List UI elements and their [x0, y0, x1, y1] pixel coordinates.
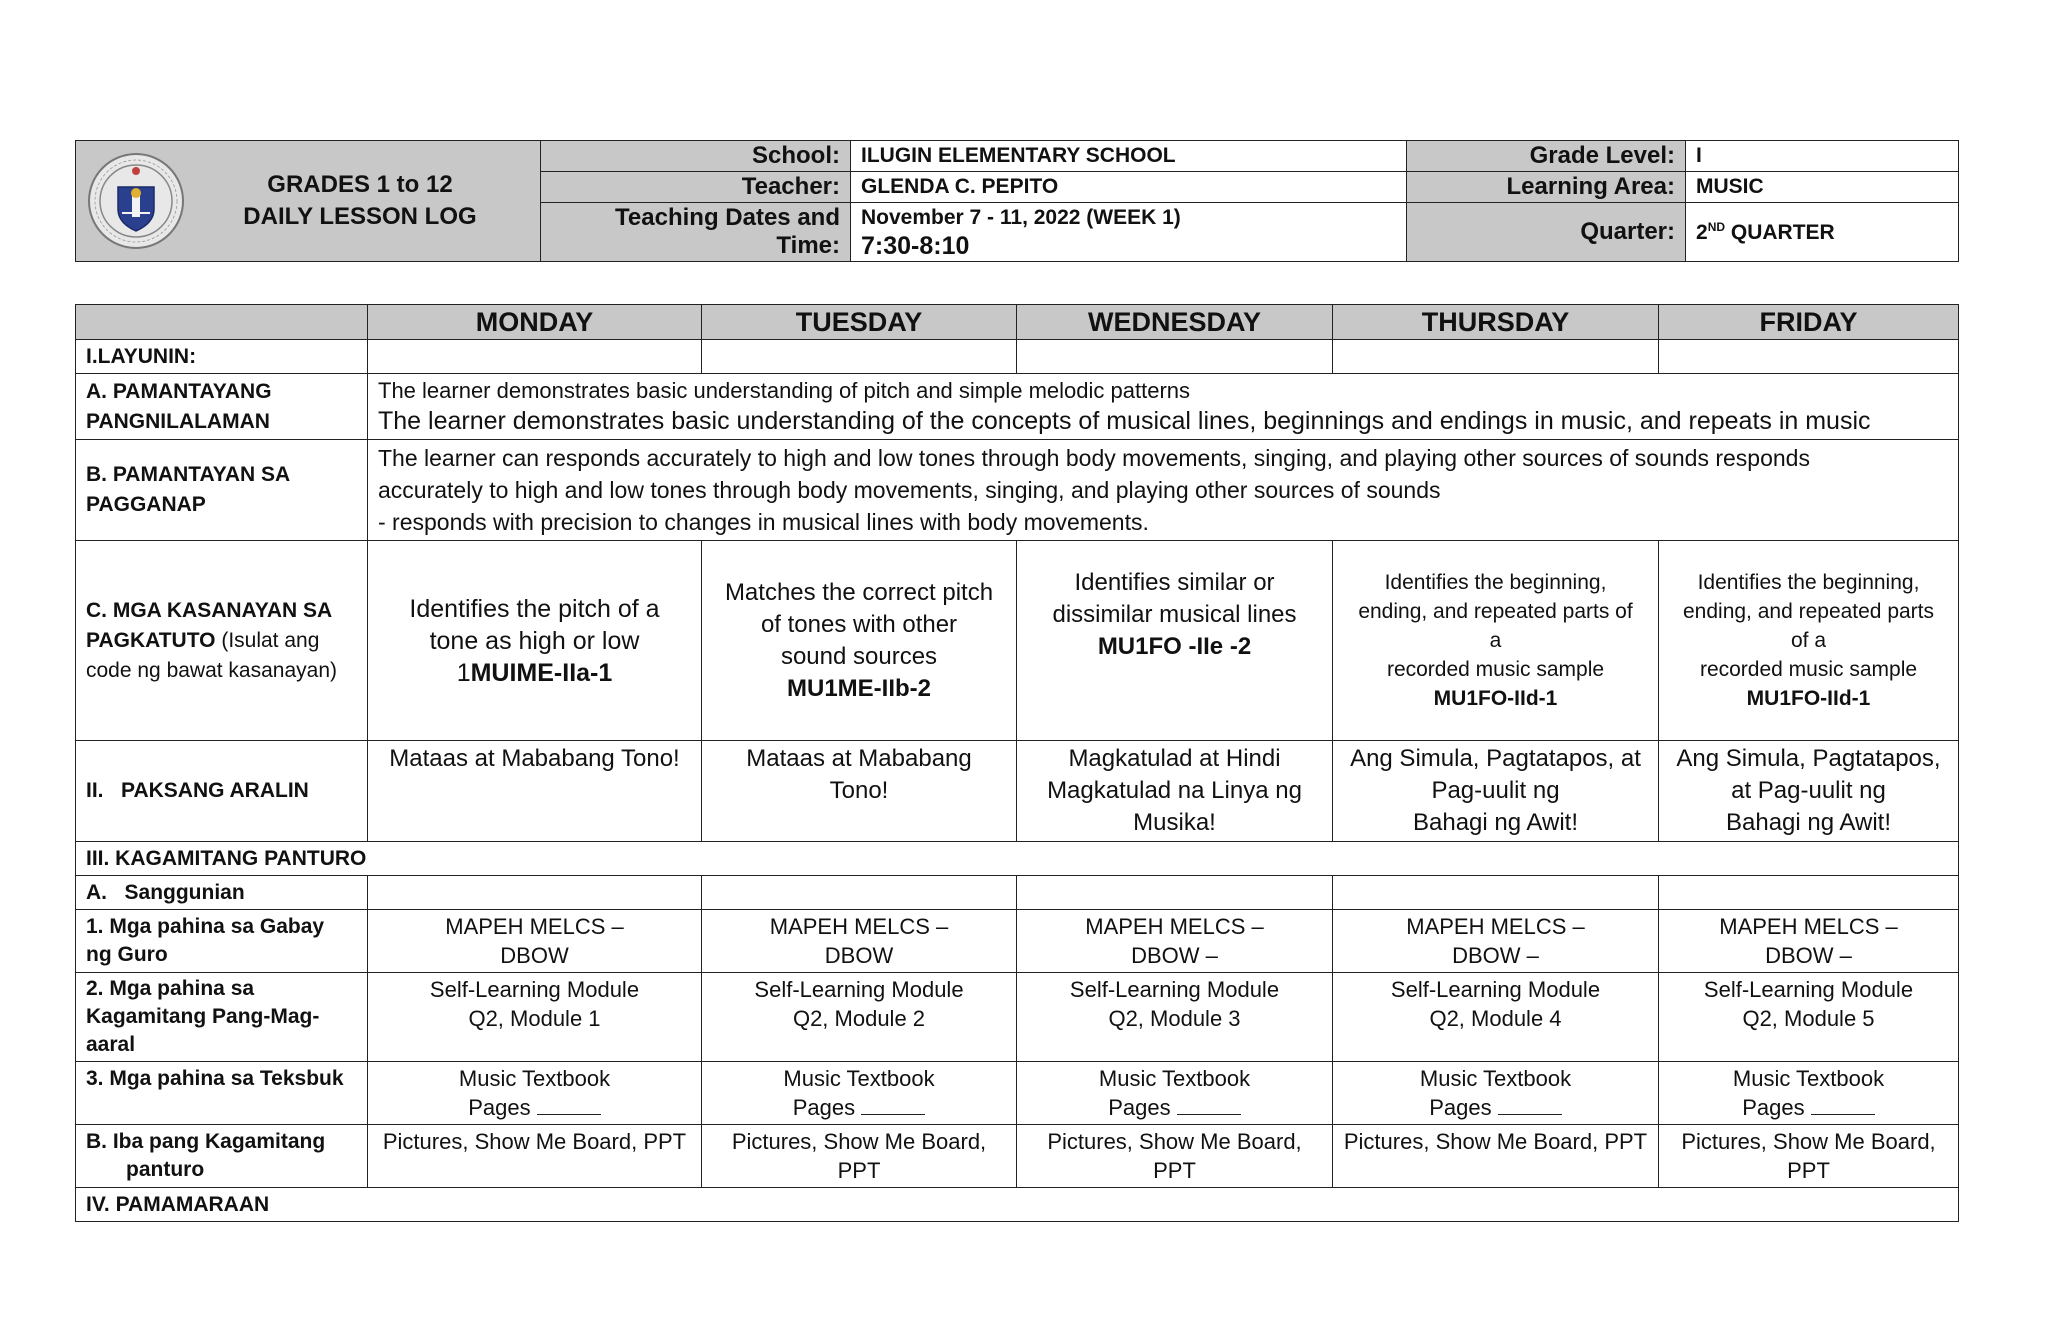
- gabay-guro-label: [76, 910, 368, 973]
- gabay-guro-label-line-2: ng Guro: [86, 943, 168, 966]
- paksa-thu-line-1: Ang Simula, Pagtatapos, at: [1350, 745, 1641, 772]
- pamantayang-label: [76, 374, 368, 440]
- pagganap-label-line-2: PAGGANAP: [86, 493, 206, 516]
- slm-tue-line-1: Self-Learning Module: [754, 977, 964, 1002]
- kasanayan-label: [76, 541, 368, 741]
- kasanayan-thu-line-2: ending, and repeated parts of: [1358, 600, 1633, 623]
- iba-label-line-1: B. Iba pang Kagamitang: [86, 1130, 326, 1153]
- pagganap-line-1: The learner can responds accurately to high and low tones through body movements, singing, and playing other sources of sounds responds: [378, 445, 1810, 471]
- day-header-friday: FRIDAY: [1659, 305, 1959, 340]
- paksa-thu-line-2: Pag-uulit ng: [1431, 777, 1560, 804]
- teksbuk-tue-pages: Pages: [792, 1095, 856, 1120]
- teksbuk-wed-line-1: Music Textbook: [1098, 1066, 1251, 1091]
- title-line-1: GRADES 1 to 12: [267, 171, 453, 198]
- slm-label-line-2: Kagamitang Pang-Mag-: [86, 1005, 320, 1028]
- kasanayan-mon-line-1: Identifies the pitch of a: [409, 594, 660, 623]
- paksa-wednesday: [1017, 741, 1333, 842]
- gabay-wed-line-1: MAPEH MELCS –: [1085, 914, 1264, 939]
- day-header-monday: MONDAY: [368, 305, 702, 340]
- teksbuk-fri-line-1: Music Textbook: [1732, 1066, 1885, 1091]
- gabay-fri-line-1: MAPEH MELCS –: [1719, 914, 1898, 939]
- teksbuk-wednesday: [1017, 1062, 1333, 1125]
- gabay-friday: [1659, 910, 1959, 973]
- paksa-fri-line-3: Bahagi ng Awit!: [1725, 809, 1891, 836]
- teksbuk-fri-pages: Pages: [1742, 1095, 1805, 1120]
- kasanayan-tuesday: [702, 541, 1017, 741]
- teacher-value: GLENDA C. PEPITO: [851, 172, 1407, 203]
- empty-cell: [1017, 340, 1333, 374]
- kasanayan-mon-code: MUIME-IIa-1: [470, 658, 613, 687]
- paksa-fri-line-1: Ang Simula, Pagtatapos,: [1676, 745, 1941, 772]
- gabay-fri-line-2: DBOW –: [1765, 943, 1852, 968]
- pagganap-content: [368, 440, 1959, 541]
- kasanayan-label-line-3: code ng bawat kasanayan): [86, 658, 338, 682]
- paksa-tue-line-1: Mataas at Mababang: [746, 745, 972, 772]
- iba-label-line-2: panturo: [126, 1158, 205, 1181]
- paksa-mon-line-1: Mataas at Mababang Tono!: [389, 745, 680, 772]
- kasanayan-label-line-2: PAGKATUTO: [86, 628, 216, 652]
- slm-thu-line-1: Self-Learning Module: [1390, 977, 1601, 1002]
- header-table: [75, 140, 1959, 262]
- layunin-label: I.LAYUNIN:: [76, 340, 368, 374]
- sanggunian-label: A. Sanggunian: [76, 876, 368, 910]
- teksbuk-thu-pages: Pages: [1429, 1095, 1492, 1120]
- kasanayan-tue-line-3: sound sources: [780, 642, 938, 670]
- quarter-label: Quarter:: [1407, 203, 1686, 262]
- paksa-monday: [368, 741, 702, 842]
- slm-tue-line-2: Q2, Module 2: [792, 1006, 926, 1031]
- kasanayan-wednesday: [1017, 541, 1333, 741]
- paksa-tuesday: [702, 741, 1017, 842]
- corner-cell: [76, 305, 368, 340]
- slm-monday: [368, 973, 702, 1062]
- gabay-tuesday: [702, 910, 1017, 973]
- iba-tuesday: Pictures, Show Me Board, PPT: [702, 1125, 1017, 1188]
- title-cell: [76, 141, 541, 262]
- teksbuk-tuesday: [702, 1062, 1017, 1125]
- teaching-dates-label: Teaching Dates and Time:: [541, 203, 851, 262]
- pages-blank: [1498, 1096, 1562, 1115]
- teksbuk-mon-line-1: Music Textbook: [458, 1066, 611, 1091]
- iba-monday: Pictures, Show Me Board, PPT: [368, 1125, 702, 1188]
- grade-level-label: Grade Level:: [1407, 141, 1686, 172]
- slm-fri-line-1: Self-Learning Module: [1703, 977, 1914, 1002]
- gabay-mon-line-2: DBOW: [500, 943, 569, 968]
- pamamaraan-section-header: IV. PAMAMARAAN: [76, 1188, 1959, 1222]
- teksbuk-monday: [368, 1062, 702, 1125]
- gabay-monday: [368, 910, 702, 973]
- paksa-tue-line-2: Tono!: [829, 777, 889, 804]
- kasanayan-fri-line-4: recorded music sample: [1699, 658, 1918, 681]
- paksa-label: II. PAKSANG ARALIN: [76, 741, 368, 842]
- kagamitan-section-header: III. KAGAMITANG PANTURO: [76, 842, 1959, 876]
- slm-wednesday: [1017, 973, 1333, 1062]
- teacher-label: Teacher:: [541, 172, 851, 203]
- empty-cell: [702, 340, 1017, 374]
- slm-fri-line-2: Q2, Module 5: [1742, 1006, 1875, 1031]
- day-header-tuesday: TUESDAY: [702, 305, 1017, 340]
- empty-cell: [1017, 876, 1333, 910]
- pagganap-label: [76, 440, 368, 541]
- deped-seal-logo: [86, 151, 186, 251]
- kasanayan-thursday: [1333, 541, 1659, 741]
- kasanayan-fri-line-1: Identifies the beginning,: [1697, 571, 1920, 594]
- iba-wednesday: Pictures, Show Me Board, PPT: [1017, 1125, 1333, 1188]
- slm-label: [76, 973, 368, 1062]
- iba-label: [76, 1125, 368, 1188]
- kasanayan-fri-line-2: ending, and repeated parts: [1682, 600, 1935, 623]
- paksa-fri-line-2: at Pag-uulit ng: [1731, 777, 1886, 804]
- quarter-suffix: ND: [1707, 219, 1726, 234]
- empty-cell: [702, 876, 1017, 910]
- paksa-friday: [1659, 741, 1959, 842]
- gabay-thursday: [1333, 910, 1659, 973]
- pamantayang-content: [368, 374, 1959, 440]
- kasanayan-wed-line-2: dissimilar musical lines: [1052, 601, 1297, 628]
- learning-area-value: MUSIC: [1686, 172, 1959, 203]
- slm-wed-line-1: Self-Learning Module: [1069, 977, 1280, 1002]
- quarter-value: [1686, 203, 1959, 262]
- kasanayan-tue-line-1: Matches the correct pitch: [724, 578, 994, 606]
- iba-fri-line-2: PPT: [1787, 1158, 1830, 1183]
- gabay-tue-line-2: DBOW: [824, 943, 894, 968]
- day-header-wednesday: WEDNESDAY: [1017, 305, 1333, 340]
- paksa-wed-line-3: Musika!: [1133, 809, 1216, 836]
- lesson-table: [75, 304, 1959, 1222]
- kasanayan-mon-line-2: tone as high or low: [429, 626, 640, 655]
- empty-cell: [1659, 876, 1959, 910]
- teksbuk-mon-pages: Pages: [468, 1095, 531, 1120]
- learning-area-label: Learning Area:: [1407, 172, 1686, 203]
- pagganap-line-3: - responds with precision to changes in musical lines with body movements.: [378, 509, 1149, 535]
- empty-cell: [368, 340, 702, 374]
- slm-thu-line-2: Q2, Module 4: [1429, 1006, 1562, 1031]
- kasanayan-wed-line-1: Identifies similar or: [1074, 569, 1275, 596]
- slm-thursday: [1333, 973, 1659, 1062]
- teksbuk-friday: [1659, 1062, 1959, 1125]
- teaching-dates-cell: [851, 203, 1407, 262]
- pamantayang-label-line-2: PANGNILALAMAN: [86, 409, 270, 433]
- gabay-wednesday: [1017, 910, 1333, 973]
- pagganap-line-2: accurately to high and low tones through body movements, singing, and playing other sources of sounds: [378, 477, 1441, 503]
- paksa-thursday: [1333, 741, 1659, 842]
- empty-cell: [1333, 340, 1659, 374]
- pages-blank: [1177, 1096, 1241, 1115]
- pages-blank: [861, 1096, 925, 1115]
- teaching-dates-value: November 7 - 11, 2022 (WEEK 1): [861, 206, 1181, 229]
- kasanayan-tue-code: MU1ME-IIb-2: [787, 674, 931, 702]
- grade-level-value: I: [1686, 141, 1959, 172]
- kasanayan-thu-line-1: Identifies the beginning,: [1384, 571, 1607, 594]
- kasanayan-thu-line-4: recorded music sample: [1386, 658, 1605, 681]
- slm-mon-line-1: Self-Learning Module: [429, 977, 640, 1002]
- empty-cell: [1333, 876, 1659, 910]
- slm-mon-line-2: Q2, Module 1: [468, 1006, 601, 1031]
- slm-label-line-1: 2. Mga pahina sa: [86, 977, 255, 1000]
- teksbuk-label: 3. Mga pahina sa Teksbuk: [76, 1062, 368, 1125]
- paksa-wed-line-2: Magkatulad na Linya ng: [1047, 777, 1302, 804]
- kasanayan-label-line-1: C. MGA KASANAYAN SA: [86, 598, 333, 622]
- kasanayan-thu-code: MU1FO-IId-1: [1433, 687, 1558, 710]
- pamantayang-label-line-1: A. PAMANTAYANG: [86, 379, 272, 403]
- kasanayan-mon-code-prefix: 1: [456, 658, 471, 687]
- slm-tuesday: [702, 973, 1017, 1062]
- gabay-thu-line-1: MAPEH MELCS –: [1406, 914, 1585, 939]
- slm-friday: [1659, 973, 1959, 1062]
- iba-fri-line-1: Pictures, Show Me Board,: [1681, 1129, 1936, 1154]
- quarter-number: 2: [1696, 220, 1708, 244]
- pamantayang-line-1: The learner demonstrates basic understanding of pitch and simple melodic patterns: [378, 378, 1191, 403]
- gabay-wed-line-2: DBOW –: [1131, 943, 1218, 968]
- pages-blank: [537, 1096, 601, 1115]
- iba-friday: [1659, 1125, 1959, 1188]
- teksbuk-thursday: [1333, 1062, 1659, 1125]
- kasanayan-label-note: (Isulat ang: [215, 628, 320, 652]
- pages-blank: [1811, 1096, 1875, 1115]
- school-label: School:: [541, 141, 851, 172]
- pagganap-label-line-1: B. PAMANTAYAN SA: [86, 463, 291, 486]
- kasanayan-tue-line-2: of tones with other: [760, 610, 958, 638]
- kasanayan-fri-code: MU1FO-IId-1: [1746, 687, 1871, 710]
- day-header-thursday: THURSDAY: [1333, 305, 1659, 340]
- kasanayan-friday: [1659, 541, 1959, 741]
- slm-wed-line-2: Q2, Module 3: [1108, 1006, 1241, 1031]
- paksa-thu-line-3: Bahagi ng Awit!: [1412, 809, 1578, 836]
- gabay-thu-line-2: DBOW –: [1452, 943, 1539, 968]
- teksbuk-thu-line-1: Music Textbook: [1419, 1066, 1572, 1091]
- kasanayan-monday: [368, 541, 702, 741]
- quarter-text: QUARTER: [1725, 220, 1835, 244]
- slm-label-line-3: aaral: [86, 1033, 136, 1056]
- teaching-time-value: 7:30-8:10: [861, 232, 970, 260]
- kasanayan-thu-line-3: a: [1489, 629, 1502, 652]
- teksbuk-wed-pages: Pages: [1108, 1095, 1171, 1120]
- paksa-wed-line-1: Magkatulad at Hindi: [1068, 745, 1281, 772]
- empty-cell: [1659, 340, 1959, 374]
- gabay-tue-line-1: MAPEH MELCS –: [769, 914, 949, 939]
- gabay-guro-label-line-1: 1. Mga pahina sa Gabay: [86, 915, 325, 938]
- kasanayan-wed-code: MU1FO -IIe -2: [1097, 633, 1252, 660]
- kasanayan-fri-line-3: of a: [1790, 629, 1827, 652]
- title-line-2: DAILY LESSON LOG: [243, 203, 477, 230]
- gabay-mon-line-1: MAPEH MELCS –: [445, 914, 624, 939]
- iba-thursday: Pictures, Show Me Board, PPT: [1333, 1125, 1659, 1188]
- teksbuk-tue-line-1: Music Textbook: [783, 1066, 935, 1091]
- empty-cell: [368, 876, 702, 910]
- school-value: ILUGIN ELEMENTARY SCHOOL: [851, 141, 1407, 172]
- pamantayang-line-2: The learner demonstrates basic understanding of the concepts of musical lines, beginnings and endings in music, and repeats in music: [378, 407, 1871, 435]
